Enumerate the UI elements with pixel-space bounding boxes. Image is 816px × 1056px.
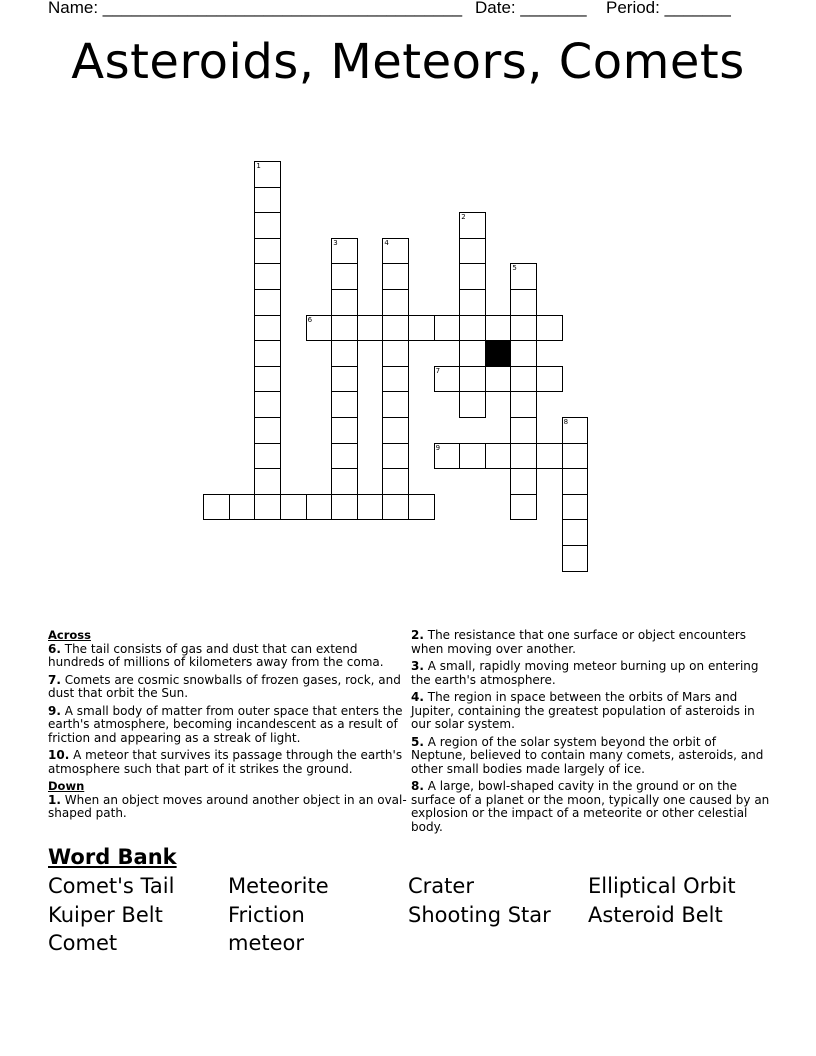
- crossword-cell[interactable]: [254, 263, 281, 290]
- crossword-cell[interactable]: [408, 494, 435, 521]
- crossword-cell[interactable]: [434, 315, 461, 342]
- crossword-cell[interactable]: [280, 494, 307, 521]
- down-clue: 8. A large, bowl-shaped cavity in the ground or on the surface of a planet or the moon, typically one caused by an explosion or the impact of a meteorite or other celestial body.: [411, 779, 770, 834]
- crossword-cell[interactable]: [382, 494, 409, 521]
- crossword-cell[interactable]: [434, 443, 461, 470]
- crossword-cell[interactable]: [382, 238, 409, 265]
- name-field: Name: ______________________________________: [48, 0, 463, 17]
- crossword-cell[interactable]: [510, 340, 537, 367]
- crossword-cell[interactable]: [562, 494, 589, 521]
- crossword-cell[interactable]: [510, 468, 537, 495]
- crossword-cell[interactable]: [459, 289, 486, 316]
- crossword-cell[interactable]: [254, 468, 281, 495]
- period-field: Period: _______: [606, 0, 731, 17]
- crossword-cell[interactable]: [459, 391, 486, 418]
- crossword-cell[interactable]: [229, 494, 256, 521]
- crossword-cell[interactable]: [562, 443, 589, 470]
- across-clue: 6. The tail consists of gas and dust that can extend hundreds of millions of kilometers away from the coma.: [48, 641, 384, 669]
- crossword-cell[interactable]: [331, 391, 358, 418]
- crossword-cell[interactable]: [382, 315, 409, 342]
- crossword-cell[interactable]: [459, 340, 486, 367]
- crossword-cell[interactable]: [306, 494, 333, 521]
- down-clue: 5. A region of the solar system beyond the orbit of Neptune, believed to contain many comets, asteroids, and other small bodies made largely of ice.: [411, 734, 764, 776]
- crossword-cell[interactable]: [306, 315, 333, 342]
- crossword-cell[interactable]: [254, 187, 281, 214]
- word-bank-item: Elliptical Orbit: [588, 874, 736, 898]
- across-clue: 7. Comets are cosmic snowballs of frozen gases, rock, and dust that orbit the Sun.: [48, 672, 401, 700]
- crossword-cell[interactable]: [254, 161, 281, 188]
- clue-number: 2: [461, 213, 466, 222]
- crossword-cell[interactable]: [357, 315, 384, 342]
- crossword-cell[interactable]: [254, 366, 281, 393]
- clue-number: 4: [384, 238, 389, 247]
- crossword-cell[interactable]: [331, 443, 358, 470]
- crossword-cell[interactable]: [331, 263, 358, 290]
- clue-number: 9: [435, 443, 441, 452]
- down-clue: 1. When an object moves around another object in an oval-shaped path.: [48, 792, 407, 820]
- crossword-cell[interactable]: [459, 263, 486, 290]
- crossword-cell[interactable]: [459, 315, 486, 342]
- crossword-cell[interactable]: [382, 391, 409, 418]
- crossword-cell[interactable]: [510, 366, 537, 393]
- word-bank-title: Word Bank: [48, 845, 177, 869]
- crossword-cell[interactable]: [331, 340, 358, 367]
- word-bank-item: Comet's Tail: [48, 874, 175, 898]
- crossword-cell[interactable]: [331, 289, 358, 316]
- black-square: [485, 341, 511, 367]
- crossword-cell[interactable]: [254, 443, 281, 470]
- crossword-cell[interactable]: [331, 494, 358, 521]
- crossword-cell[interactable]: [510, 263, 537, 290]
- crossword-cell[interactable]: [331, 238, 358, 265]
- crossword-cell[interactable]: [254, 340, 281, 367]
- crossword-cell[interactable]: [254, 289, 281, 316]
- crossword-cell[interactable]: [382, 340, 409, 367]
- crossword-cell[interactable]: [254, 391, 281, 418]
- crossword-cell[interactable]: [459, 212, 486, 239]
- crossword-cell[interactable]: [510, 494, 537, 521]
- down-clue: 2. The resistance that one surface or object encounters when moving over another.: [411, 628, 747, 656]
- crossword-cell[interactable]: [562, 545, 589, 572]
- date-field: Date: _______: [475, 0, 587, 17]
- crossword-cell[interactable]: [485, 315, 512, 342]
- crossword-cell[interactable]: [536, 366, 563, 393]
- crossword-cell[interactable]: [254, 238, 281, 265]
- page-title: Asteroids, Meteors, Comets: [71, 34, 745, 90]
- crossword-cell[interactable]: [510, 289, 537, 316]
- clues-right-column: [411, 629, 771, 838]
- crossword-cell[interactable]: [536, 443, 563, 470]
- crossword-cell[interactable]: [357, 494, 384, 521]
- across-clue: 10. A meteor that survives its passage through the earth's atmosphere such that part of it strikes the ground.: [48, 748, 403, 776]
- crossword-cell[interactable]: [331, 468, 358, 495]
- crossword-cell[interactable]: [382, 263, 409, 290]
- clue-number: 5: [512, 264, 517, 273]
- crossword-cell[interactable]: [254, 315, 281, 342]
- word-bank-item: meteor: [228, 931, 305, 955]
- clue-number: 3: [333, 238, 338, 247]
- word-bank-item: Meteorite: [228, 874, 329, 898]
- crossword-cell[interactable]: [408, 315, 435, 342]
- down-heading: Down: [48, 779, 85, 793]
- crossword-cell[interactable]: [331, 315, 358, 342]
- word-bank-item: Friction: [228, 903, 305, 927]
- crossword-cell[interactable]: [382, 417, 409, 444]
- crossword-cell[interactable]: [254, 212, 281, 239]
- crossword-cell[interactable]: [331, 417, 358, 444]
- crossword-cell[interactable]: [562, 468, 589, 495]
- crossword-cell[interactable]: [562, 417, 589, 444]
- crossword-cell[interactable]: [510, 417, 537, 444]
- down-clue: 3. A small, rapidly moving meteor burning up on entering the earth's atmosphere.: [411, 659, 759, 687]
- crossword-cell[interactable]: [485, 366, 512, 393]
- crossword-cell[interactable]: [459, 366, 486, 393]
- clue-number: 6: [307, 315, 313, 324]
- clue-number: 1: [256, 162, 261, 170]
- clue-number: 8: [563, 418, 569, 426]
- crossword-cell[interactable]: [254, 417, 281, 444]
- crossword-cell[interactable]: [382, 366, 409, 393]
- crossword-cell[interactable]: [434, 366, 461, 393]
- crossword-cell[interactable]: [562, 519, 589, 546]
- crossword-cell[interactable]: [459, 443, 486, 470]
- clues-left-column: [48, 629, 408, 825]
- across-clue: 9. A small body of matter from outer space that enters the earth's atmosphere, becoming incandescent as a result of friction and appearing as a streak of light.: [48, 703, 403, 745]
- word-bank-item: Asteroid Belt: [588, 903, 723, 927]
- crossword-cell[interactable]: [510, 315, 537, 342]
- crossword-cell[interactable]: [382, 468, 409, 495]
- across-heading: Across: [48, 628, 91, 642]
- clue-number: 7: [435, 366, 441, 375]
- crossword-cell[interactable]: [382, 289, 409, 316]
- crossword-cell[interactable]: [382, 443, 409, 470]
- crossword-cell[interactable]: [510, 443, 537, 470]
- word-bank-item: Kuiper Belt: [48, 903, 163, 927]
- crossword-cell[interactable]: [254, 494, 281, 521]
- word-bank-item: Shooting Star: [408, 903, 551, 927]
- crossword-cell[interactable]: [459, 238, 486, 265]
- crossword-cell[interactable]: [536, 315, 563, 342]
- down-clue: 4. The region in space between the orbits of Mars and Jupiter, containing the greatest population of asteroids in our solar system.: [411, 690, 755, 731]
- crossword-cell[interactable]: [485, 443, 512, 470]
- word-bank-item: Crater: [408, 874, 474, 898]
- word-bank-item: Comet: [48, 931, 118, 955]
- crossword-cell[interactable]: [203, 494, 230, 521]
- crossword-cell[interactable]: [510, 391, 537, 418]
- crossword-cell[interactable]: [331, 366, 358, 393]
